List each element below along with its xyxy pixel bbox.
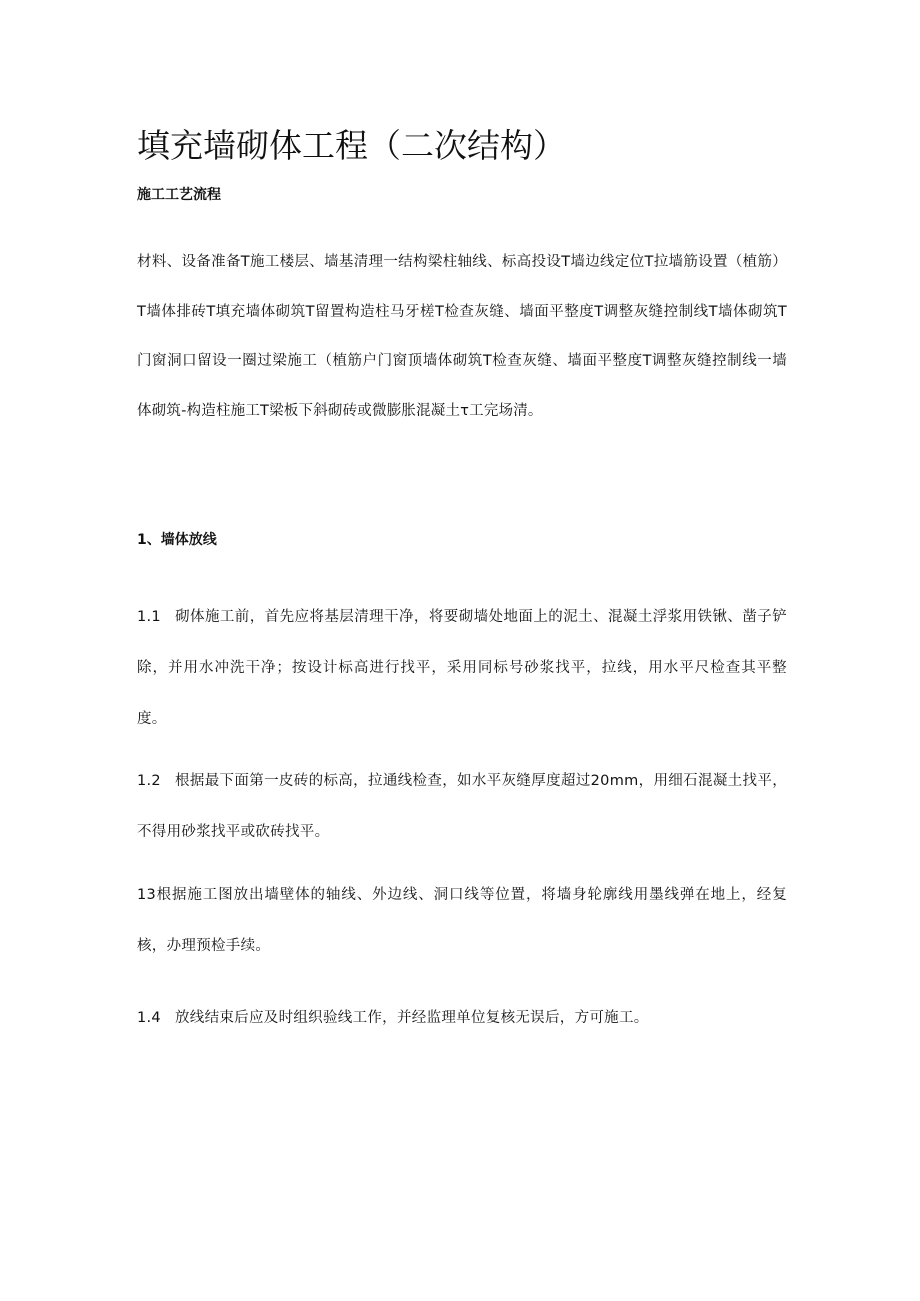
item-text: 放线结束后应及时组织验线工作，并经监理单位复核无误后，方可施工。 <box>174 1010 649 1026</box>
section-heading-wall-layout: 1、墙体放线 <box>137 532 217 548</box>
section-item-1-4 <box>137 993 787 1044</box>
section-item-1-2 <box>137 756 787 858</box>
item-number: 1.2 <box>137 773 161 789</box>
section-item-1-3 <box>137 870 787 972</box>
item-text: 根据施工图放出墙壁体的轴线、外边线、洞口线等位置，将墙身轮廓线用墨线弹在地上，经复核，办理预检手续。 <box>137 887 787 954</box>
item-number: 13 <box>137 887 157 903</box>
process-flow-paragraph: 材料、设备准备T施工楼层、墙基清理一结构梁柱轴线、标高投设T墙边线定位T拉墙筋设置（植筋）T墙体排砖T填充墙体砌筑T留置构造柱马牙槎T检查灰缝、墙面平整度T调整灰缝控制线T墙体砌筑T门窗洞口留设一圈过梁施工（植筋户门窗顶墙体砌筑T检查灰缝、墙面平整度T调整灰缝控制线一墙体砌筑-构造柱施工T梁板下斜砌砖或微膨胀混凝土τ工完场清。 <box>137 254 787 419</box>
item-text: 根据最下面第一皮砖的标高，拉通线检查，如水平灰缝厚度超过20mm，用细石混凝土找平，不得用砂浆找平或砍砖找平。 <box>137 773 787 840</box>
item-number: 1.4 <box>137 1010 161 1026</box>
document-title: 填充墙砌体工程（二次结构） <box>137 126 566 165</box>
item-number: 1.1 <box>137 609 161 625</box>
item-text: 砌体施工前，首先应将基层清理干净，将要砌墙处地面上的泥土、混凝土浮浆用铁锹、凿子铲除，并用水冲洗干净；按设计标高进行找平，采用同标号砂浆找平，拉线，用水平尺检查其平整度。 <box>137 609 787 727</box>
section-item-1-1 <box>137 592 787 745</box>
process-heading: 施工工艺流程 <box>137 187 221 203</box>
